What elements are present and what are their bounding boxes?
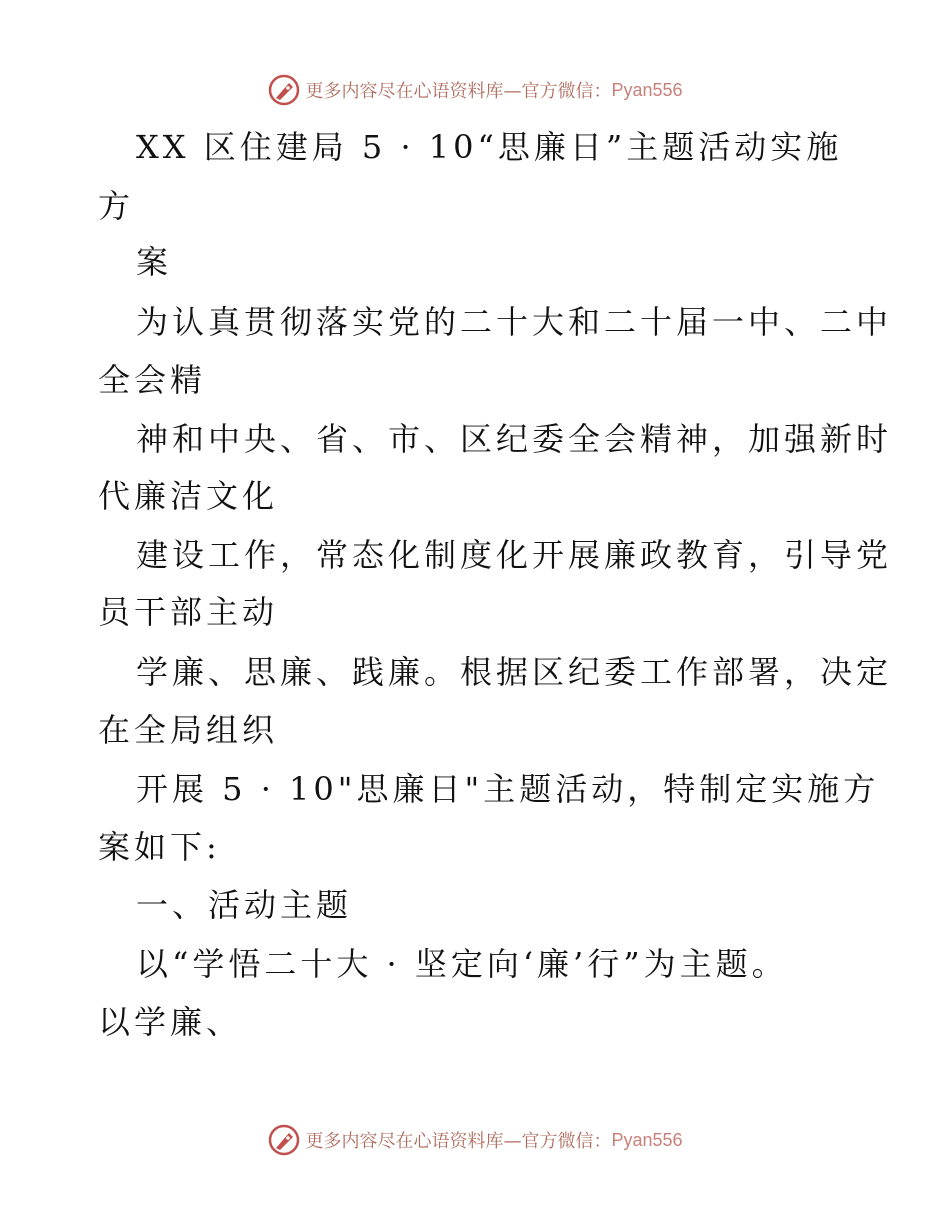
doc-line: 一、活动主题 bbox=[136, 886, 353, 924]
doc-line: 学廉、思廉、践廉。根据区纪委工作部署，决定 bbox=[136, 653, 893, 691]
doc-line: 方 bbox=[98, 187, 135, 225]
doc-line: 以“学悟二十大 · 坚定向‘廉’行”为主题。 bbox=[136, 945, 788, 983]
pen-nib-logo-icon bbox=[267, 1123, 301, 1157]
doc-line: 全会精 bbox=[98, 361, 207, 399]
doc-line: XX 区住建局 5 · 10“思廉日”主题活动实施 bbox=[136, 128, 843, 166]
doc-line: 开展 5 · 10"思廉日"主题活动，特制定实施方 bbox=[136, 770, 880, 808]
doc-line: 员干部主动 bbox=[98, 593, 279, 631]
doc-line: 在全局组织 bbox=[98, 711, 279, 749]
watermark-text: 更多内容尽在心语资料库—官方微信： bbox=[305, 1131, 612, 1152]
watermark-text: 更多内容尽在心语资料库—官方微信： bbox=[305, 81, 612, 102]
doc-line: 以学廉、 bbox=[98, 1003, 243, 1041]
doc-line: 案 bbox=[136, 243, 173, 281]
watermark-wechat-id: Pyan556 bbox=[611, 1129, 683, 1150]
doc-line: 案如下: bbox=[98, 828, 221, 866]
doc-line: 建设工作，常态化制度化开展廉政教育，引导党 bbox=[136, 536, 893, 574]
watermark-wechat-id: Pyan556 bbox=[611, 79, 683, 100]
doc-line: 为认真贯彻落实党的二十大和二十届一中、二中 bbox=[136, 303, 893, 341]
doc-line: 神和中央、省、市、区纪委全会精神，加强新时 bbox=[136, 420, 893, 458]
doc-line: 代廉洁文化 bbox=[98, 477, 279, 515]
watermark-footer bbox=[0, 1120, 950, 1160]
